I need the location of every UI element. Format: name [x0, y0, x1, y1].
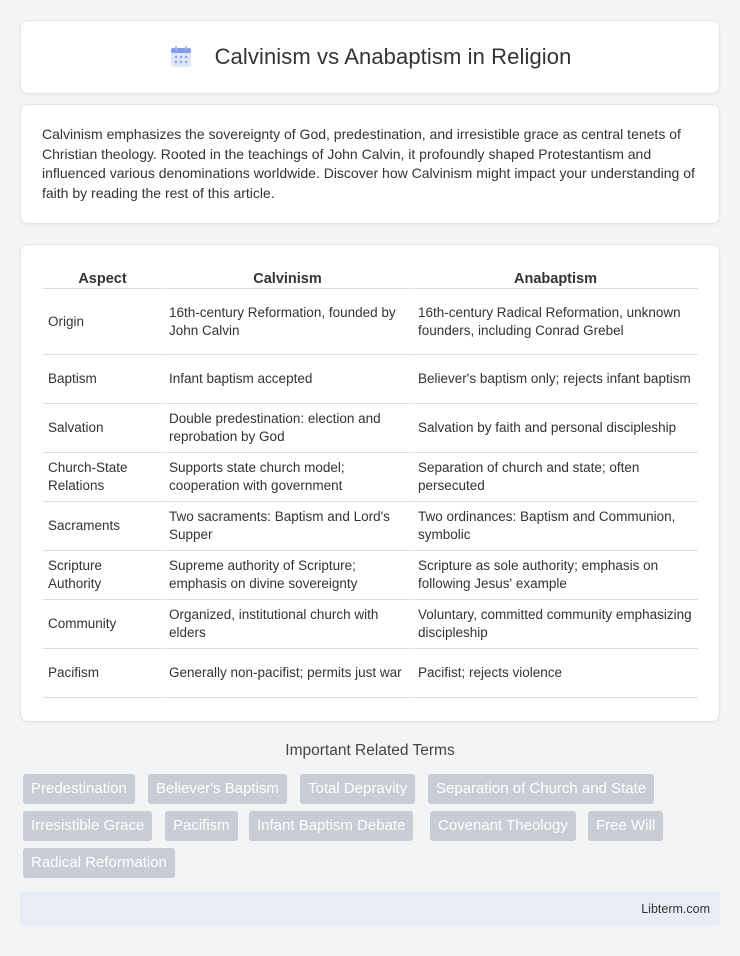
table-cell-anabaptism: Separation of church and state; often persecuted: [411, 453, 698, 502]
intro-text: Calvinism emphasizes the sovereignty of God, predestination, and irresistible grace as central tenets of Christian theology. Rooted in the teachings of John Calvin, it profoundly shaped Protestantism and influenced various denominations worldwide. Discover how Calvinism might impact your understanding of faith by reading the rest of this article.: [42, 126, 695, 201]
table-cell-aspect: Origin: [43, 289, 162, 355]
table-row: [43, 404, 698, 453]
column-header-anabaptism: Anabaptism: [411, 265, 698, 289]
table-cell-calvinism: Infant baptism accepted: [162, 355, 411, 404]
table-cell-aspect: Scripture Authority: [43, 551, 162, 600]
term-tag-free-will[interactable]: Free Will: [588, 811, 663, 841]
table-cell-aspect: Church-State Relations: [43, 453, 162, 502]
calendar-grid-icon: [169, 45, 193, 69]
table-cell-calvinism: Supports state church model; cooperation with government: [162, 453, 411, 502]
table-row: [43, 551, 698, 600]
intro-card: [20, 104, 720, 224]
table-cell-calvinism: Generally non-pacifist; permits just war: [162, 649, 411, 698]
column-header-aspect: Aspect: [43, 265, 162, 289]
table-cell-anabaptism: Voluntary, committed community emphasizing discipleship: [411, 600, 698, 649]
term-tag-total-depravity[interactable]: Total Depravity: [300, 774, 415, 804]
term-tag-infant-baptism-debate[interactable]: Infant Baptism Debate: [249, 811, 413, 841]
table-row: [43, 649, 698, 698]
comparison-table-card: [20, 244, 720, 722]
table-cell-aspect: Baptism: [43, 355, 162, 404]
table-cell-anabaptism: 16th-century Radical Reformation, unknown founders, including Conrad Grebel: [411, 289, 698, 355]
table-cell-aspect: Community: [43, 600, 162, 649]
table-cell-aspect: Salvation: [43, 404, 162, 453]
header-card: [20, 20, 720, 94]
table-cell-anabaptism: Two ordinances: Baptism and Communion, symbolic: [411, 502, 698, 551]
table-cell-anabaptism: Salvation by faith and personal discipleship: [411, 404, 698, 453]
table-row: [43, 289, 698, 355]
table-cell-aspect: Pacifism: [43, 649, 162, 698]
term-tag-pacifism[interactable]: Pacifism: [165, 811, 238, 841]
table-cell-calvinism: 16th-century Reformation, founded by John Calvin: [162, 289, 411, 355]
term-tag-irresistible-grace[interactable]: Irresistible Grace: [23, 811, 152, 841]
related-terms-title: Important Related Terms: [285, 742, 455, 759]
table-cell-calvinism: Double predestination: election and reprobation by God: [162, 404, 411, 453]
table-cell-calvinism: Two sacraments: Baptism and Lord's Supper: [162, 502, 411, 551]
table-row: [43, 453, 698, 502]
footer: [20, 892, 720, 926]
term-tag-radical-reformation[interactable]: Radical Reformation: [23, 848, 175, 878]
table-cell-calvinism: Organized, institutional church with elders: [162, 600, 411, 649]
page-title: Calvinism vs Anabaptism in Religion: [214, 44, 572, 69]
footer-site-link[interactable]: Libterm.com: [641, 902, 710, 916]
term-tag-predestination[interactable]: Predestination: [23, 774, 135, 804]
comparison-table: [43, 265, 698, 698]
term-tag-separation-church-state[interactable]: Separation of Church and State: [428, 774, 654, 804]
term-tag-covenant-theology[interactable]: Covenant Theology: [430, 811, 576, 841]
column-header-calvinism: Calvinism: [162, 265, 411, 289]
table-row: [43, 355, 698, 404]
term-tag-believers-baptism[interactable]: Believer's Baptism: [148, 774, 287, 804]
table-row: [43, 600, 698, 649]
table-header-row: [43, 265, 698, 289]
table-cell-calvinism: Supreme authority of Scripture; emphasis on divine sovereignty: [162, 551, 411, 600]
table-cell-anabaptism: Believer's baptism only; rejects infant baptism: [411, 355, 698, 404]
table-cell-anabaptism: Scripture as sole authority; emphasis on following Jesus' example: [411, 551, 698, 600]
table-cell-anabaptism: Pacifist; rejects violence: [411, 649, 698, 698]
table-cell-aspect: Sacraments: [43, 502, 162, 551]
table-row: [43, 502, 698, 551]
